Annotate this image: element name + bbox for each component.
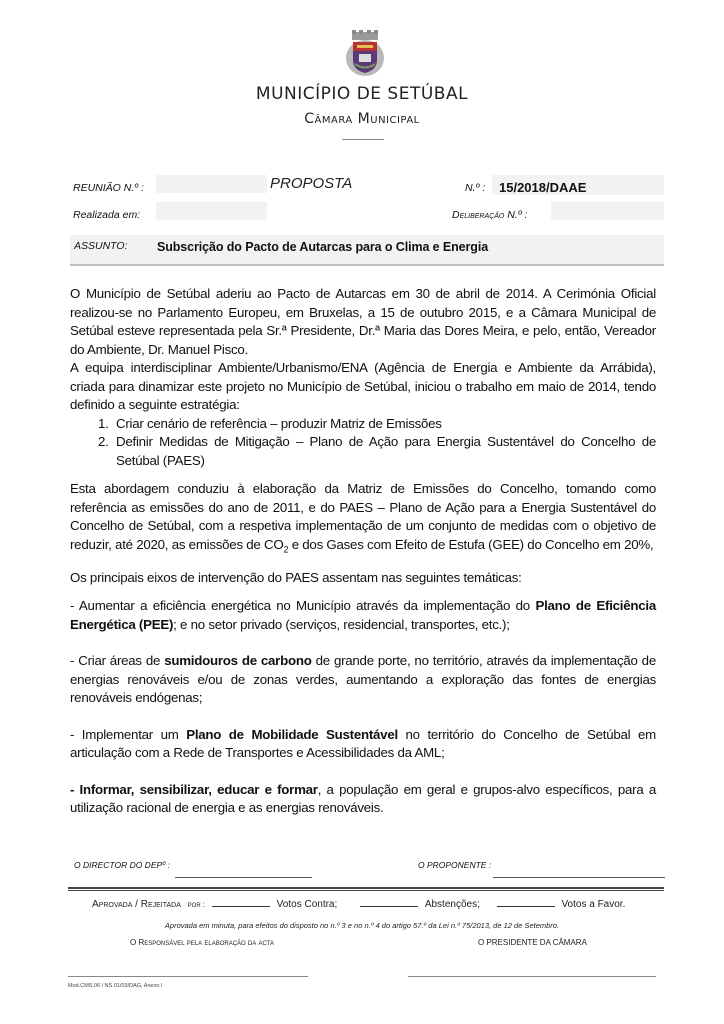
minuta-note: Aprovada em minuta, para efeitos do disposto no n.º 3 e no n.º 4 do artigo 57.º da Lei n.º 75/2013, de 12 de Setembro.	[164, 921, 560, 930]
realizada-field[interactable]	[156, 202, 267, 220]
director-label: O DIRECTOR DO DEPº :	[74, 860, 170, 870]
list-item: 2. Definir Medidas de Mitigação – Plano de Ação para Energia Sustentável do Concelho de Setúbal (PAES)	[112, 433, 656, 470]
por-label: por :	[187, 900, 206, 909]
reuniao-field[interactable]	[156, 175, 267, 193]
axis-carbon-sinks: - Criar áreas de sumidouros de carbono de grande porte, no território, através da implementação de energias renováveis e/ou de zonas verdes, aumentando a exploração das fontes de energias renováveis endógenas;	[70, 653, 656, 706]
chamber-subtitle: Câmara Municipal	[304, 111, 420, 127]
paragraph-axes: Os principais eixos de intervenção do PAES assentam nas seguintes temáticas:	[70, 569, 522, 585]
assunto-value: Subscrição do Pacto de Autarcas para o Clima e Energia	[157, 240, 489, 254]
contra-field[interactable]	[360, 897, 418, 907]
aprovada-label: Aprovada / Rejeitada	[92, 899, 181, 910]
axis-efficiency: - Aumentar a eficiência energética no Município através da implementação do Plano de Eficiência Energética (PEE); e no setor privado (serviços, residencial, transportes, etc.);	[70, 598, 656, 632]
reuniao-label: REUNIÃO N.º :	[73, 182, 144, 194]
list-item: 1. Criar cenário de referência – produzir Matriz de Emissões	[112, 415, 656, 434]
coat-of-arms-logo	[340, 30, 390, 78]
director-signature-line[interactable]	[175, 877, 312, 878]
strategy-list	[70, 415, 656, 471]
presidente-label: O PRESIDENTE DA CÂMARA	[478, 938, 587, 947]
axis-education: - Informar, sensibilizar, educar e formar, a população em geral e grupos-alvo específicos, para a utilização racional de energia e as energias renováveis.	[70, 781, 656, 816]
realizada-label: Realizada em:	[73, 209, 141, 221]
title-divider	[342, 139, 384, 140]
assunto-label: ASSUNTO:	[74, 240, 128, 252]
abstencoes-label: Abstenções;	[424, 899, 480, 910]
por-field[interactable]	[212, 897, 270, 907]
section-divider	[68, 890, 664, 891]
proposal-body	[70, 285, 656, 818]
proponente-label: O PROPONENTE :	[418, 860, 492, 870]
form-model-code: Mod.CMS.06 / NS 01/03/DAG, Anexo I	[68, 983, 163, 989]
abstencoes-field[interactable]	[497, 897, 555, 907]
contra-label: Votos Contra;	[276, 899, 338, 910]
paragraph-intro: O Município de Setúbal aderiu ao Pacto de Autarcas em 30 de abril de 2014. A Cerimónia Oficial realizou-se no Parlamento Europeu, em Bruxelas, a 15 de outubro 2015, e a Câmara Municipal de Setúbal esteve representada pela Sr.ª Presidente, Dr.ª Maria das Dores Meira, e pelo, então, Vereador do Ambiente, Dr. Manuel Pisco.	[70, 286, 656, 357]
deliberacao-label: Deliberação N.º :	[452, 209, 528, 221]
section-divider	[68, 887, 664, 889]
proposta-heading: PROPOSTA	[270, 175, 353, 192]
paragraph-approach: Esta abordagem conduziu à elaboração da Matriz de Emissões do Concelho, tomando como referência as emissões do ano de 2011, e do PAES – Plano de Ação para a Energia Sustentável do Concelho de Setúbal, com a respetiva implementação de um conjunto de medidas com o objetivo de reduzir, até 2020, as emissões de $CO_2$ e dos Gases com Efeito de Estufa (GEE) do Concelho em 20%,	[70, 481, 656, 555]
numero-label: N.º :	[465, 182, 486, 194]
proponente-signature-line[interactable]	[493, 877, 665, 878]
paragraph-team: A equipa interdisciplinar Ambiente/Urbanismo/ENA (Agência de Energia e Ambiente da Arrábida), criada para dinamizar este projeto no Município de Setúbal, iniciou o trabalho em maio de 2014, tendo definido a seguinte estratégia:	[70, 360, 656, 412]
deliberacao-field[interactable]	[551, 202, 664, 220]
numero-value: 15/2018/DAAE	[499, 180, 587, 195]
responsavel-label: O Responsável pela elaboração da acta	[130, 938, 275, 947]
presidente-signature-line[interactable]	[408, 976, 656, 977]
favor-label: Votos a Favor.	[561, 899, 626, 910]
responsavel-signature-line[interactable]	[68, 976, 308, 977]
votes-row	[92, 897, 625, 910]
municipality-title: MUNICÍPIO DE SETÚBAL	[255, 84, 469, 104]
axis-mobility: - Implementar um Plano de Mobilidade Sustentável no território do Concelho de Setúbal em articulação com a Rede de Transportes e Acessibilidades da AML;	[70, 726, 656, 761]
